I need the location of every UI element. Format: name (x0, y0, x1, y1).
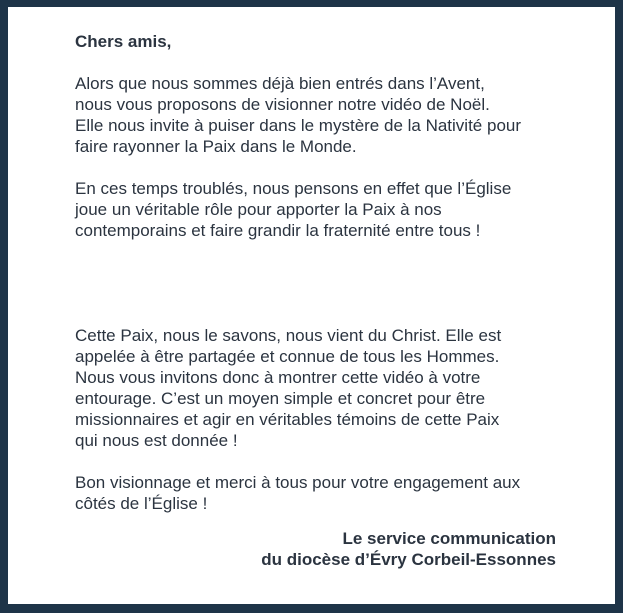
paragraph-line: En ces temps troublés, nous pensons en effet que l’Église (75, 179, 512, 198)
paragraph-line: nous vous proposons de visionner notre vidéo de Noël. (75, 95, 490, 114)
paragraph-line: Elle nous invite à puiser dans le mystère de la Nativité pour (75, 116, 522, 135)
paragraph-line: Alors que nous sommes déjà bien entrés dans l’Avent, (75, 74, 485, 93)
paragraph-line: joue un véritable rôle pour apporter la Paix à nos (75, 200, 442, 219)
paragraph-line: faire rayonner la Paix dans le Monde. (75, 137, 357, 156)
paragraph-peace (75, 325, 561, 451)
letter-body (75, 31, 561, 570)
paragraph-church-role (75, 178, 561, 241)
greeting: Chers amis, (75, 32, 172, 51)
paragraph-line: contemporains et faire grandir la fraternité entre tous ! (75, 221, 481, 240)
signature-line-2: du diocèse d’Évry Corbeil-Essonnes (261, 550, 556, 569)
paragraph-line: qui nous est donnée ! (75, 431, 238, 450)
paragraph-line: entourage. C’est un moyen simple et concret pour être (75, 389, 486, 408)
paragraph-line: Nous vous invitons donc à montrer cette vidéo à votre (75, 368, 481, 387)
letter-card (8, 7, 615, 604)
signature-line-1: Le service communication (342, 529, 556, 548)
paragraph-line: Bon visionnage et merci à tous pour votre engagement aux (75, 473, 521, 492)
paragraph-intro (75, 73, 561, 157)
paragraph-closing (75, 472, 561, 514)
paragraph-line: côtés de l’Église ! (75, 494, 208, 513)
paragraph-line: Cette Paix, nous le savons, nous vient du Christ. Elle est (75, 326, 502, 345)
paragraph-line: missionnaires et agir en véritables témoins de cette Paix (75, 410, 500, 429)
paragraph-line: appelée à être partagée et connue de tous les Hommes. (75, 347, 500, 366)
signature (75, 528, 561, 570)
